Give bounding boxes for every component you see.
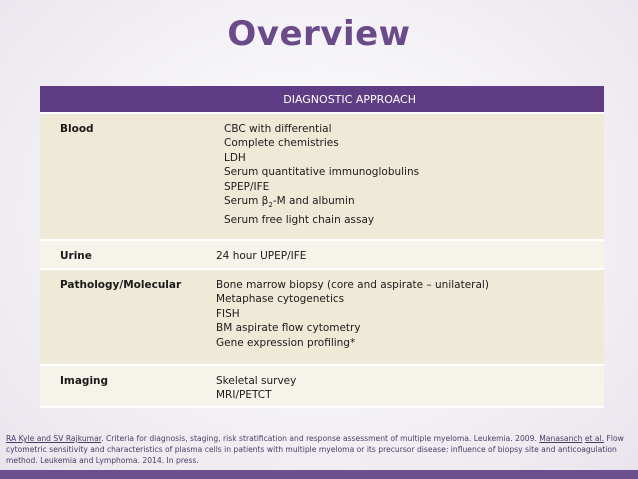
list-item: Complete chemistries (224, 137, 339, 150)
list-item-b2m (224, 194, 598, 213)
reference-link-etal[interactable]: et al. (584, 434, 605, 443)
table-row (40, 113, 604, 240)
row-value-urine (210, 240, 604, 269)
reference-text-manasanch: Flow cytometric sensitivity and characteristics of plasma cells in patients with multiple myeloma or its precursor disease: influence of biopsy site and anticoagulation method. Leukemia and Lymphoma. 2014. In press. (6, 434, 624, 466)
list-item: 24 hour UPEP/IFE (216, 250, 307, 262)
reference-text-kyle: . Criteria for diagnosis, staging, risk stratification and response assessment of multiple myeloma. Leukemia. 2009. (101, 434, 540, 443)
list-item: Serum quantitative immunoglobulins (224, 166, 420, 179)
list-item: MRI/PETCT (216, 389, 272, 402)
b2m-suffix: -M and albumin (272, 195, 355, 208)
row-label-urine: Urine (40, 240, 210, 269)
list-item: Gene expression profiling* (216, 336, 356, 349)
row-value-imaging (210, 365, 604, 407)
diagnostic-approach-table (40, 86, 604, 408)
list-item: SPEP/IFE (224, 180, 270, 193)
reference-link-kyle[interactable]: RA Kyle and SV Rajkumar (6, 434, 102, 443)
list-item: Skeletal survey (216, 375, 297, 387)
row-value-pathology (210, 269, 604, 365)
table-header: DIAGNOSTIC APPROACH (40, 86, 604, 113)
table-row (40, 365, 604, 407)
list-item: BM aspirate flow cytometry (216, 322, 361, 335)
b2m-subscript: 2 (268, 201, 273, 210)
list-item: Bone marrow biopsy (core and aspirate – unilateral) (216, 279, 489, 291)
list-item: LDH (224, 151, 246, 164)
slide-title: Overview (227, 14, 411, 54)
references-footnote (6, 433, 630, 467)
row-value-blood (210, 113, 604, 240)
bottom-accent-bar (0, 470, 638, 479)
table-row (40, 240, 604, 269)
list-item: Serum free light chain assay (224, 213, 375, 226)
row-label-pathology: Pathology/Molecular (40, 269, 210, 365)
row-label-blood: Blood (40, 113, 210, 240)
list-item: Metaphase cytogenetics (216, 293, 345, 306)
reference-link-manasanch[interactable]: Manasanch (539, 434, 583, 443)
table-row (40, 269, 604, 365)
row-label-imaging: Imaging (40, 365, 210, 407)
list-item: CBC with differential (224, 123, 332, 135)
list-item: FISH (216, 307, 240, 320)
b2m-prefix: Serum β (224, 195, 269, 208)
